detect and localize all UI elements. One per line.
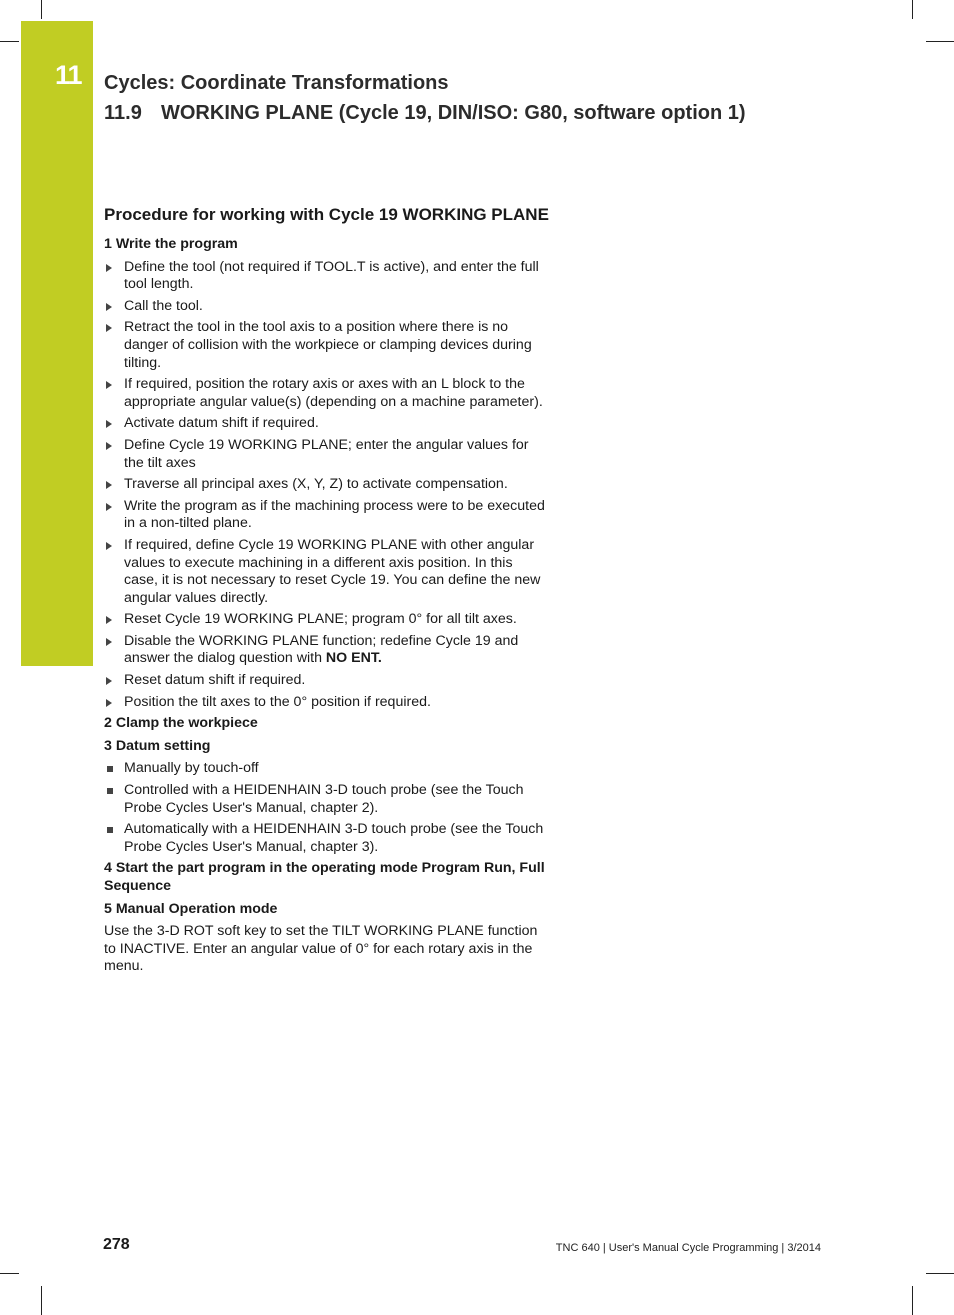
arrow-bullet-icon	[106, 264, 112, 272]
list-item: Retract the tool in the tool axis to a position where there is no danger of collision with the workpiece or clamping devices during tilting.	[104, 319, 549, 372]
arrow-bullet-icon	[106, 442, 112, 450]
footer-text: TNC 640 | User's Manual Cycle Programming | 3/2014	[555, 1242, 821, 1254]
list-item: If required, define Cycle 19 WORKING PLANE with other angular values to execute machining in a different axis position. In this case, it is not necessary to reset Cycle 19. You can define the new angular values directly.	[104, 537, 549, 607]
arrow-bullet-icon	[106, 638, 112, 646]
crop-mark	[0, 41, 19, 42]
list-item: Manually by touch-off	[104, 760, 549, 778]
list-item: If required, position the rotary axis or axes with an L block to the appropriate angular value(s) (depending on a machine parameter).	[104, 376, 549, 411]
arrow-bullet-icon	[106, 677, 112, 685]
soft-key-no-ent: NO ENT.	[325, 650, 382, 667]
procedure-heading: Procedure for working with Cycle 19 WORKING PLANE	[104, 205, 549, 224]
list-item: Disable the WORKING PLANE function; redefine Cycle 19 and answer the dialog question with NO ENT.	[104, 633, 549, 668]
chapter-tab	[21, 21, 93, 666]
list-item: Activate datum shift if required.	[104, 415, 549, 433]
list-item: Write the program as if the machining process were to be executed in a non-tilted plane.	[104, 498, 549, 533]
section-title	[104, 102, 746, 125]
square-bullet-icon	[107, 766, 113, 772]
square-bullet-icon	[107, 788, 113, 794]
arrow-bullet-icon	[106, 303, 112, 311]
step-2-title: 2 Clamp the workpiece	[104, 715, 258, 732]
section-number: 11.9	[104, 102, 142, 124]
step-1-list	[104, 259, 549, 712]
step-5-title: 5 Manual Operation mode	[104, 900, 278, 917]
crop-mark	[0, 1273, 19, 1274]
arrow-bullet-icon	[106, 503, 112, 511]
chapter-title: Cycles: Coordinate Transformations	[104, 72, 449, 94]
crop-mark	[926, 1273, 954, 1274]
crop-mark	[41, 1286, 42, 1315]
arrow-bullet-icon	[106, 699, 112, 707]
crop-mark	[41, 0, 42, 19]
crop-mark	[912, 0, 913, 19]
list-item: Call the tool.	[104, 298, 549, 316]
step-1-title: 1 Write the program	[104, 236, 238, 252]
list-item: Reset Cycle 19 WORKING PLANE; program 0° for all tilt axes.	[104, 611, 549, 629]
arrow-bullet-icon	[106, 324, 112, 332]
list-item: Controlled with a HEIDENHAIN 3-D touch probe (see the Touch Probe Cycles User's Manual, chapter 2).	[104, 782, 549, 817]
arrow-bullet-icon	[106, 381, 112, 389]
crop-mark	[912, 1286, 913, 1315]
step-3-list	[104, 760, 549, 856]
list-item: Reset datum shift if required.	[104, 672, 549, 690]
step-5-text: Use the 3-D ROT soft key to set the TILT WORKING PLANE function to INACTIVE. Enter an angular value of 0° for each rotary axis in the menu.	[104, 923, 538, 975]
chapter-number: 11	[55, 60, 82, 90]
crop-mark	[926, 41, 954, 42]
list-item: Traverse all principal axes (X, Y, Z) to activate compensation.	[104, 476, 549, 494]
list-item: Define Cycle 19 WORKING PLANE; enter the angular values for the tilt axes	[104, 437, 549, 472]
list-item: Define the tool (not required if TOOL.T is active), and enter the full tool length.	[104, 259, 549, 294]
arrow-bullet-icon	[106, 542, 112, 550]
square-bullet-icon	[107, 827, 113, 833]
section-title-text: WORKING PLANE (Cycle 19, DIN/ISO: G80, software option 1)	[161, 102, 746, 124]
main-content	[104, 204, 549, 976]
arrow-bullet-icon	[106, 481, 112, 489]
step-4-title: 4 Start the part program in the operating mode Program Run, Full Sequence	[104, 860, 545, 894]
step-3-title: 3 Datum setting	[104, 737, 211, 754]
list-item: Position the tilt axes to the 0° position if required.	[104, 694, 549, 712]
arrow-bullet-icon	[106, 420, 112, 428]
list-item: Automatically with a HEIDENHAIN 3-D touch probe (see the Touch Probe Cycles User's Manual, chapter 3).	[104, 821, 549, 856]
arrow-bullet-icon	[106, 616, 112, 624]
page-number: 278	[103, 1236, 130, 1253]
